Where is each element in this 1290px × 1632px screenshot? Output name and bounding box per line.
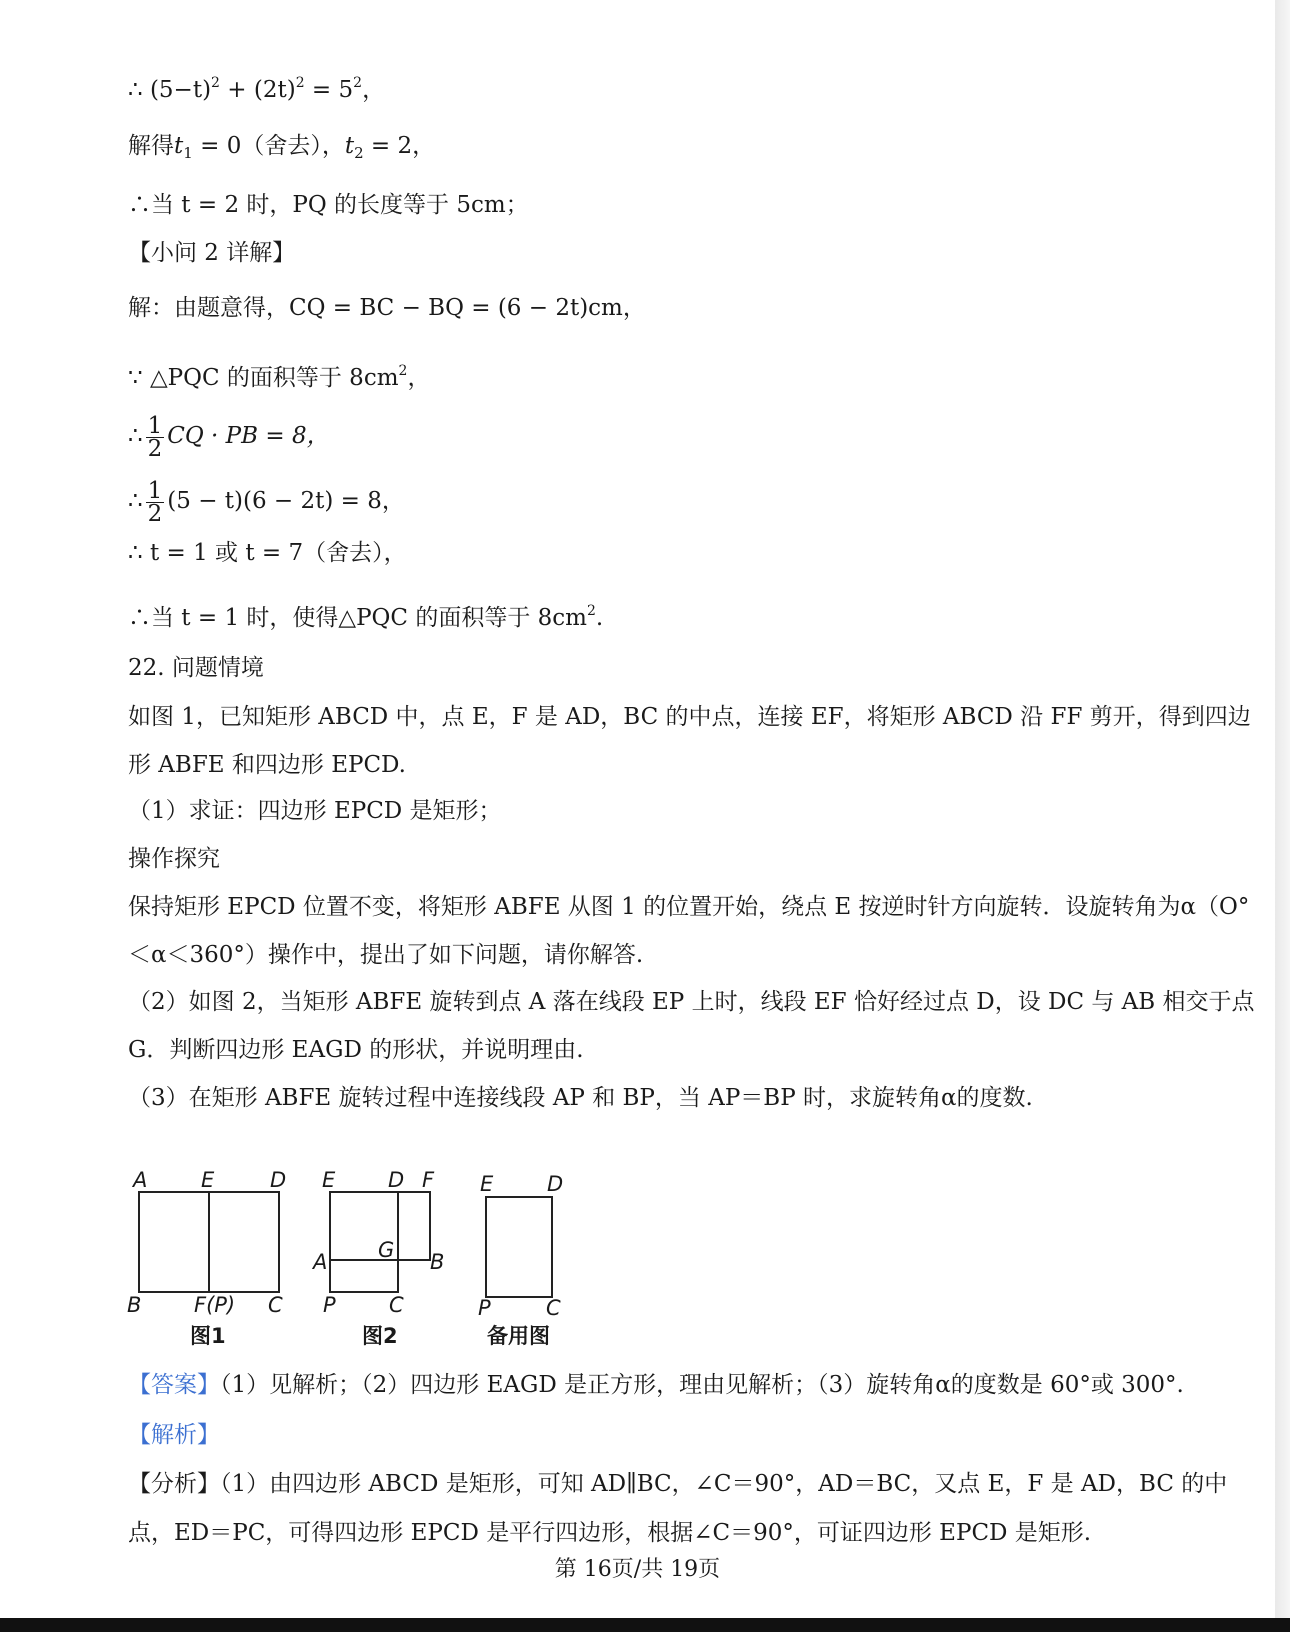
explore-title: 操作探究 xyxy=(128,846,220,872)
fig2-label-b: B xyxy=(430,1250,445,1274)
fraction-half: $\frac{1}{2}$ xyxy=(147,477,163,527)
fig3-label-c: C xyxy=(546,1296,561,1320)
fig3-label-d: D xyxy=(547,1172,564,1196)
bottom-bar xyxy=(0,1618,1290,1632)
equation-expand: ∴ $\frac{1}{2}$ (5 − t)(6 − 2t) = 8， xyxy=(128,477,405,527)
fig3-label-p: P xyxy=(478,1296,491,1320)
problem-22-q1: （1）求证：四边形 EPCD 是矩形； xyxy=(128,798,502,824)
fig1-caption: 图1 xyxy=(190,1324,226,1348)
problem-22-q2a: （2）如图 2，当矩形 ABFE 旋转到点 A 落在线段 EP 上时，线段 EF 恰好经过点 D，设 DC 与 AB 相交于点 xyxy=(128,989,1255,1015)
fig2-label-a: A xyxy=(313,1250,328,1274)
problem-22-p3: 保持矩形 EPCD 位置不变，将矩形 ABFE 从图 1 的位置开始，绕点 E 按逆时针方向旋转．设旋转角为α（O° xyxy=(128,894,1250,920)
analysis-line-2: 点，ED＝PC，可得四边形 EPCD 是平行四边形，根据∠C＝90°，可证四边形 EPCD 是矩形. xyxy=(128,1520,1092,1546)
fig1-label-d: D xyxy=(270,1168,287,1192)
analysis-tag: 【解析】 xyxy=(128,1422,220,1448)
area-given: ∵ △PQC 的面积等于 $8cm^2$， xyxy=(128,363,431,391)
answer-tag: 【答案】 xyxy=(128,1372,220,1398)
fig3-rectangle-epcd xyxy=(486,1197,552,1297)
fig2-label-e: E xyxy=(322,1168,336,1192)
problem-22-p1: 如图 1，已知矩形 ABCD 中，点 E，F 是 AD，BC 的中点，连接 EF，将矩形 ABCD 沿 FF 剪开，得到四边 xyxy=(128,704,1251,730)
fig2-caption: 图2 xyxy=(362,1324,398,1348)
analysis-line-1: 【分析】（1）由四边形 ABCD 是矩形，可知 AD∥BC，∠C＝90°，AD＝BC，又点 E，F 是 AD，BC 的中 xyxy=(128,1471,1228,1497)
fig1-label-fp: F(P) xyxy=(194,1293,236,1317)
fig2-label-c: C xyxy=(389,1293,404,1317)
equation-pythagoras: ∴ $(5-t)^2 + (2t)^2 = 5^2$， xyxy=(128,75,386,103)
fig3-caption: 备用图 xyxy=(487,1324,550,1348)
when-t-equals-2: ∴当 t = 2 时，PQ 的长度等于 5cm； xyxy=(128,192,529,218)
problem-22-q3: （3）在矩形 ABFE 旋转过程中连接线段 AP 和 BP，当 AP＝BP 时，求旋转角α的度数. xyxy=(128,1085,1033,1111)
roots-line: ∴ t = 1 或 t = 7（舍去）， xyxy=(128,540,407,566)
solve-line: 解得$t_1 = 0$（舍去），$t_2 = 2$， xyxy=(128,133,436,162)
fig1-label-a: A xyxy=(133,1168,148,1192)
fig1-label-c: C xyxy=(268,1293,283,1317)
conclusion-line: ∴当 t = 1 时，使得△PQC 的面积等于 $8cm^2$. xyxy=(128,603,604,631)
fig3-label-e: E xyxy=(480,1172,494,1196)
page-edge xyxy=(1275,0,1290,1632)
problem-22-p2: 形 ABFE 和四边形 EPCD. xyxy=(128,752,406,778)
fig1-label-b: B xyxy=(127,1293,142,1317)
sub-question-2-title: 【小问 2 详解】 xyxy=(128,240,296,266)
problem-22-p4: ＜α＜360°）操作中，提出了如下问题，请你解答. xyxy=(128,942,644,968)
page-footer: 第 16页/共 19页 xyxy=(554,1557,721,1582)
fig2-label-p: P xyxy=(323,1293,336,1317)
fig2-label-d: D xyxy=(388,1168,405,1192)
q2-intro: 解：由题意得，CQ = BC − BQ = (6 − 2t)cm， xyxy=(128,295,646,321)
fig2-label-f: F xyxy=(422,1168,435,1192)
fig2-label-g: G xyxy=(378,1238,395,1262)
problem-22-heading: 22. 问题情境 xyxy=(128,655,264,681)
equation-half-cq-pb: ∴ $\frac{1}{2}$ CQ · PB = 8， xyxy=(128,412,330,462)
problem-22-q2b: G．判断四边形 EAGD 的形状，并说明理由. xyxy=(128,1037,584,1063)
answer-line: 【答案】（1）见解析；（2）四边形 EAGD 是正方形，理由见解析；（3）旋转角α的度数是 60°或 300°. xyxy=(128,1372,1184,1398)
fig1-label-e: E xyxy=(201,1168,215,1192)
fraction-half: $\frac{1}{2}$ xyxy=(147,412,163,462)
